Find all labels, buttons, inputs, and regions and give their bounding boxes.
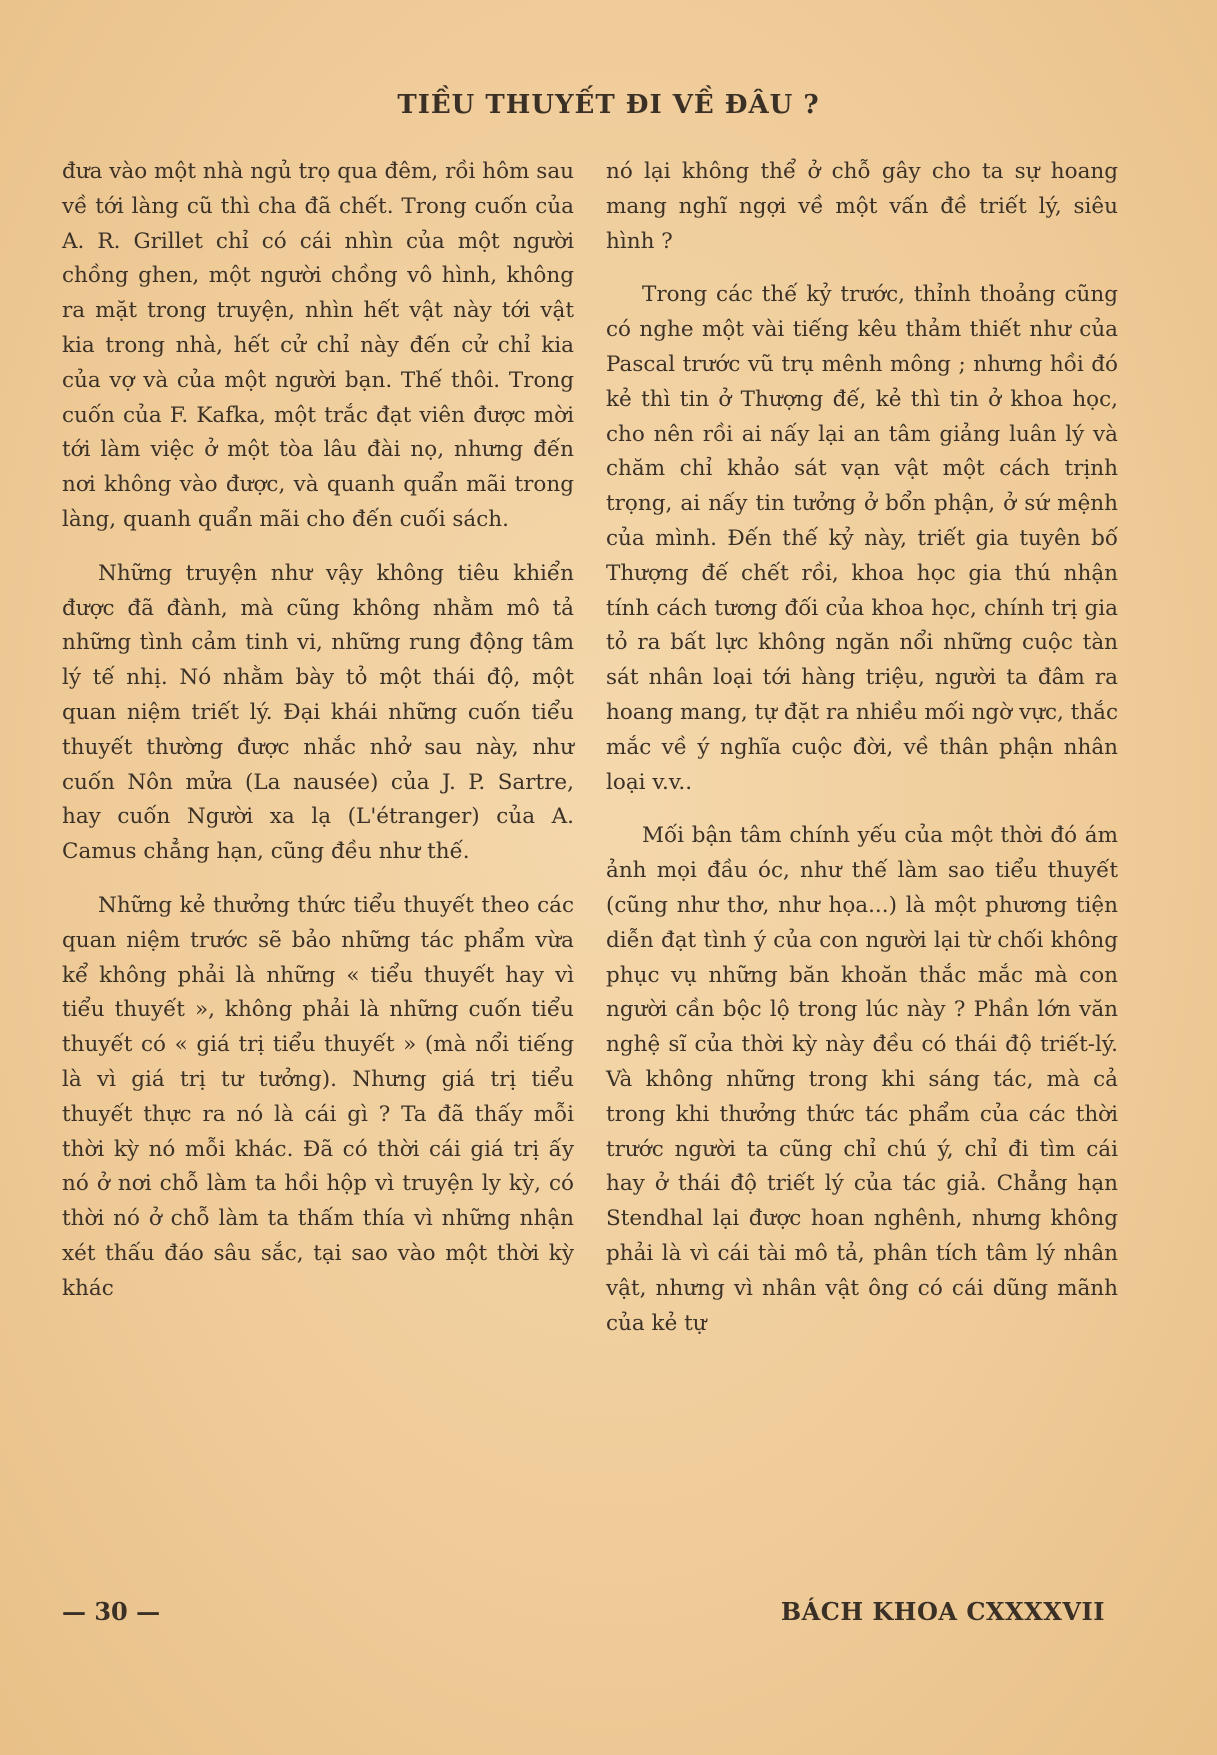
right-column [606,155,1118,1360]
left-paragraph-1: đưa vào một nhà ngủ trọ qua đêm, rồi hôm sau về tới làng cũ thì cha đã chết. Trong cuốn của A. R. Grillet chỉ có cái nhìn của một người chồng ghen, một người chồng vô hình, không ra mặt trong truyện, nhìn hết vật này tới vật kia trong nhà, hết cử chỉ này đến cử chỉ kia của vợ và của một người bạn. Thế thôi. Trong cuốn của F. Kafka, một trắc đạt viên được mời tới làm việc ở một tòa lâu đài nọ, nhưng đến nơi không vào được, và quanh quẩn mãi trong làng, quanh quẩn mãi cho đến cuối sách. [62,159,574,532]
left-paragraph-3: Những kẻ thưởng thức tiểu thuyết theo các quan niệm trước sẽ bảo những tác phẩm vừa kể không phải là những « tiểu thuyết hay vì tiểu thuyết », không phải là những cuốn tiểu thuyết có « giá trị tiểu thuyết » (mà nổi tiếng là vì giá trị tư tưởng). Nhưng giá trị tiểu thuyết thực ra nó là cái gì ? Ta đã thấy mỗi thời kỳ nó mỗi khác. Đã có thời cái giá trị ấy nó ở nơi chỗ làm ta hồi hộp vì truyện ly kỳ, có thời nó ở chỗ làm ta thấm thía vì những nhận xét thấu đáo sâu sắc, tại sao vào một thời kỳ khác [62,892,574,1301]
running-header-title: TIỀU THUYẾT ĐI VỀ ĐÂU ? [397,90,820,120]
page-number: — 30 — [62,1597,161,1626]
left-paragraph-2: Những truyện như vậy không tiêu khiển được đã đành, mà cũng không nhằm mô tả những tình cảm tinh vi, những rung động tâm lý tế nhị. Nó nhằm bày tỏ một thái độ, một quan niệm triết lý. Đại khái những cuốn tiểu thuyết thường được nhắc nhở sau này, như cuốn Nôn mửa (La nausée) của J. P. Sartre, hay cuốn Người xa lạ (L'étranger) của A. Camus chẳng hạn, cũng đều như thế. [62,560,574,865]
left-column [62,155,574,1326]
right-paragraph-3: Mối bận tâm chính yếu của một thời đó ám ảnh mọi đầu óc, như thế làm sao tiểu thuyết (cũng như thơ, như họa...) là một phương tiện diễn đạt tình ý của con người lại từ chối không phục vụ những băn khoăn thắc mắc mà con người cần bộc lộ trong lúc này ? Phần lớn văn nghệ sĩ của thời kỳ này đều có thái độ triết-lý. Và không những trong khi sáng tác, mà cả trong khi thưởng thức tác phẩm của các thời trước người ta cũng chỉ chú ý, chỉ đi tìm cái hay ở thái độ triết lý của tác giả. Chẳng hạn Stendhal lại được hoan nghênh, nhưng không phải là vì cái tài mô tả, phân tích tâm lý nhân vật, nhưng vì nhân vật ông có cái dũng mãnh của kẻ tự [606,823,1118,1336]
journal-issue: BÁCH KHOA CXXXXVII [780,1597,1105,1626]
right-paragraph-2: Trong các thế kỷ trước, thỉnh thoảng cũng có nghe một vài tiếng kêu thảm thiết như của Pascal trước vũ trụ mênh mông ; nhưng hồi đó kẻ thì tin ở Thượng đế, kẻ thì tin ở khoa học, cho nên rồi ai nấy lại an tâm giảng luân lý và chăm chỉ khảo sát vạn vật một cách trịnh trọng, ai nấy tin tưởng ở bổn phận, ở sứ mệnh của mình. Đến thế kỷ này, triết gia tuyên bố Thượng đế chết rồi, khoa học gia thú nhận tính cách tương đối của khoa học, chính trị gia tỏ ra bất lực không ngăn nổi những cuộc tàn sát nhân loại tới hàng triệu, người ta đâm ra hoang mang, tự đặt ra nhiều mối ngờ vực, thắc mắc về ý nghĩa cuộc đời, về thân phận nhân loại v.v.. [606,282,1119,795]
right-paragraph-1: nó lại không thể ở chỗ gây cho ta sự hoang mang nghĩ ngợi về một vấn đề triết lý, siêu hình ? [606,159,1118,254]
